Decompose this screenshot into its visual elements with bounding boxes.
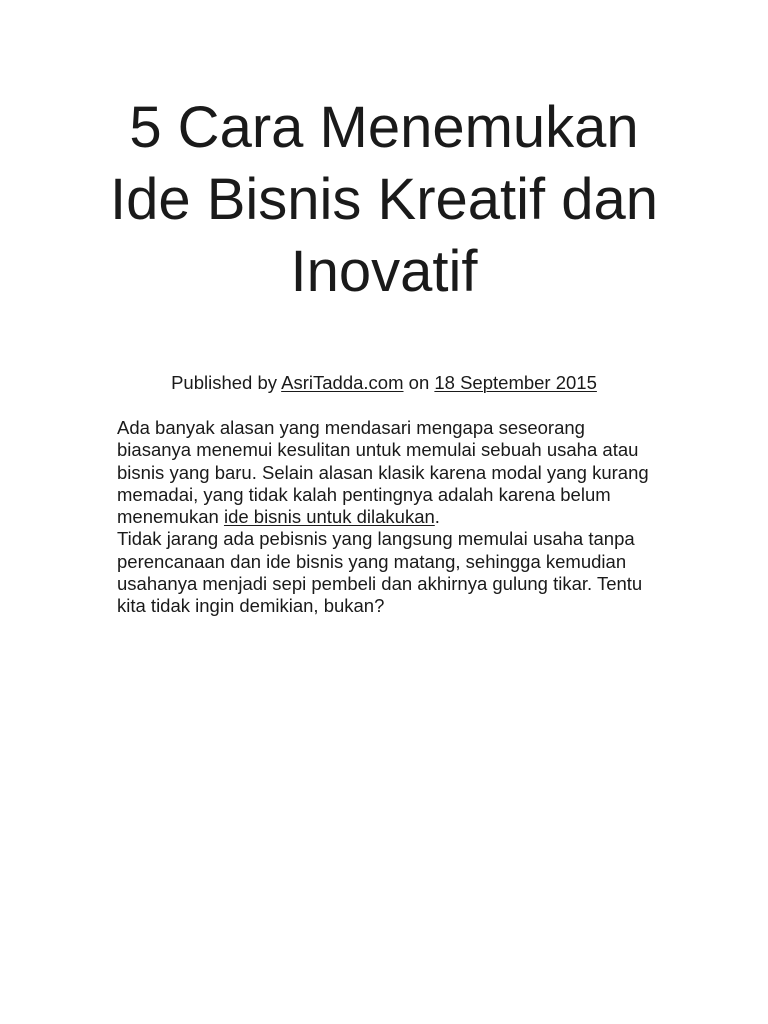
- byline-middle: on: [403, 372, 435, 393]
- article-body: [117, 417, 657, 618]
- paragraph-1-text: Ada banyak alasan yang mendasari mengapa seseorang biasanya menemui kesulitan untuk memulai sebuah usaha atau bisnis yang baru. Selain alasan klasik karena modal yang kurang memadai, yang tidak kalah pentingnya adalah karena belum menemukan: [117, 417, 649, 528]
- byline-prefix: Published by: [171, 372, 282, 393]
- paragraph-1: [117, 417, 657, 528]
- paragraph-2: Tidak jarang ada pebisnis yang langsung memulai usaha tanpa perencanaan dan ide bisnis yang matang, sehingga kemudian usahanya menjadi sepi pembeli dan akhirnya gulung tikar. Tentu kita tidak ingin demikian, bukan?: [117, 528, 643, 617]
- article-title: 5 Cara Menemukan Ide Bisnis Kreatif dan Inovatif: [109, 95, 659, 304]
- article-byline: [60, 372, 708, 394]
- business-idea-link[interactable]: ide bisnis untuk dilakukan: [223, 506, 435, 528]
- paragraph-1-end: .: [434, 506, 440, 528]
- date-link[interactable]: 18 September 2015: [434, 372, 597, 393]
- author-link[interactable]: AsriTadda.com: [281, 372, 404, 393]
